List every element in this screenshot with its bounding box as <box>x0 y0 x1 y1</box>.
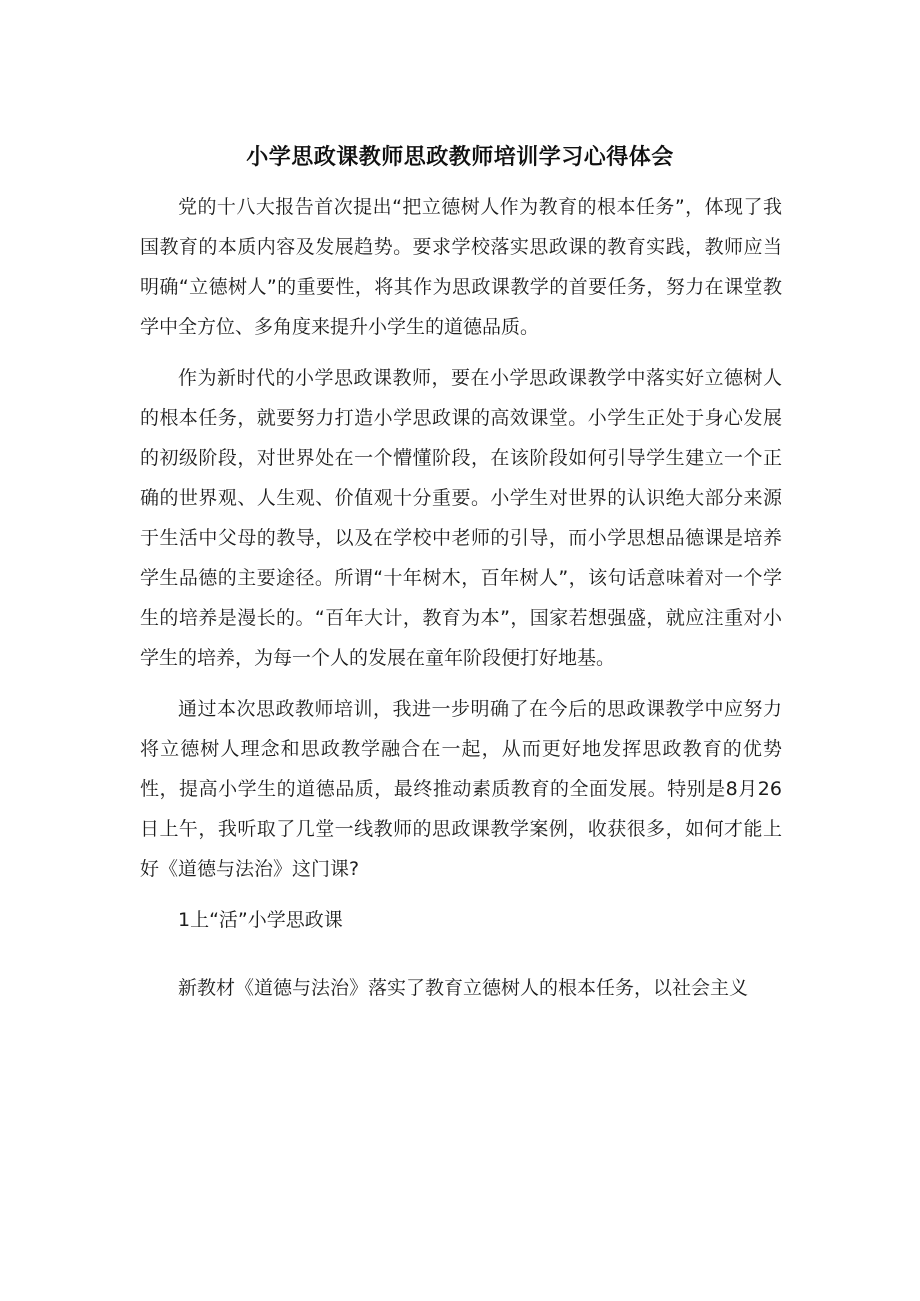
document-body <box>140 187 782 1019</box>
paragraph: 党的十八大报告首次提出“把立德树人作为教育的根本任务”，体现了我国教育的本质内容及发展趋势。要求学校落实思政课的教育实践，教师应当明确“立德树人”的重要性，将其作为思政课教学的首要任务，努力在课堂教学中全方位、多角度来提升小学生的道德品质。 <box>140 196 782 338</box>
paragraph: 作为新时代的小学思政课教师，要在小学思政课教学中落实好立德树人的根本任务，就要努力打造小学思政课的高效课堂。小学生正处于身心发展的初级阶段，对世界处在一个懵懂阶段，在该阶段如何引导学生建立一个正确的世界观、人生观、价值观十分重要。小学生对世界的认识绝大部分来源于生活中父母的教导，以及在学校中老师的引导，而小学思想品德课是培养学生品德的主要途径。所谓“十年树木，百年树人”，该句话意味着对一个学生的培养是漫长的。“百年大计，教育为本”，国家若想强盛，就应注重对小学生的培养，为每一个人的发展在童年阶段便打好地基。 <box>140 367 782 669</box>
section-heading: 1上“活”小学思政课 <box>178 909 343 931</box>
paragraph: 新教材《道德与法治》落实了教育立德树人的根本任务，以社会主义 <box>178 977 749 999</box>
paragraph: 通过本次思政教师培训，我进一步明确了在今后的思政课教学中应努力将立德树人理念和思政教学融合在一起，从而更好地发挥思政教育的优势性，提高小学生的道德品质，最终推动素质教育的全面发展。特别是8月26日上午，我听取了几堂一线教师的思政课教学案例，收获很多，如何才能上好《道德与法治》这门课? <box>140 698 782 880</box>
document-title: 小学思政课教师思政教师培训学习心得体会 <box>246 145 674 170</box>
